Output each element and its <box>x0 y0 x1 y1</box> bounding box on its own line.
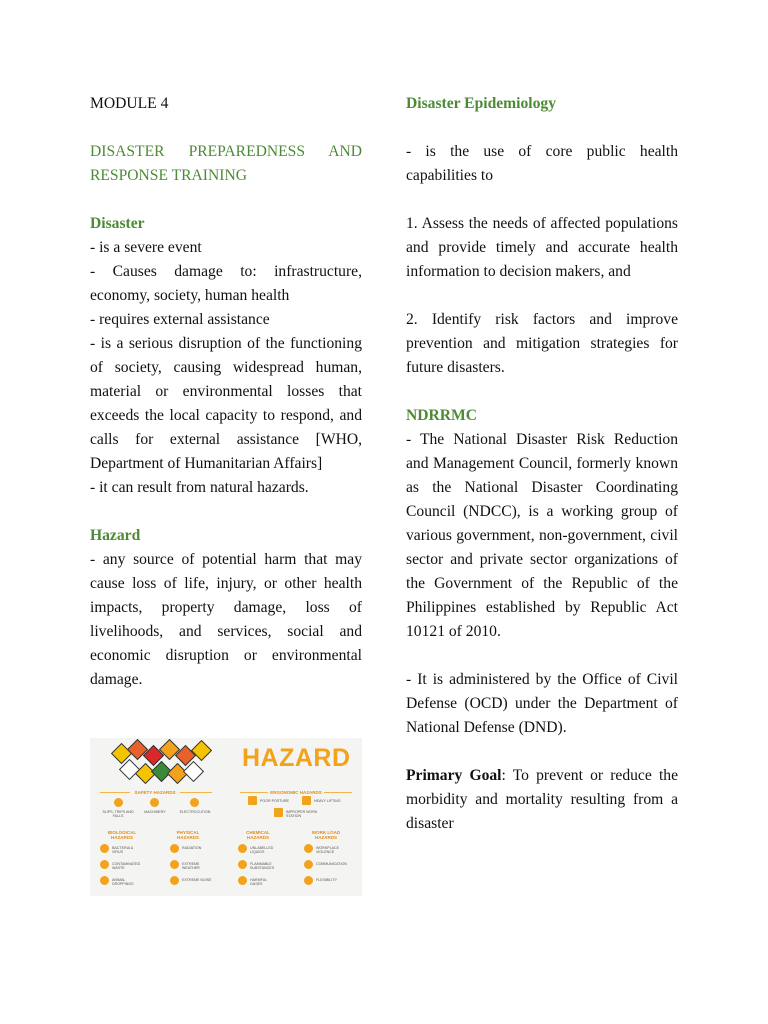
waste-label: CONTAMINATED WASTE <box>112 862 141 870</box>
left-column <box>90 92 362 692</box>
explosive-sign-icon <box>191 740 212 761</box>
gases-label: HARMFUL GASES <box>250 878 268 886</box>
flexibility-label: FLEXIBILITY <box>316 878 337 882</box>
slips-label: SLIPS, TRIPS AND FALLS <box>102 810 134 818</box>
disaster-point: - Causes damage to: infrastructure, economy, society, human health <box>90 263 362 304</box>
machinery-icon <box>150 798 159 807</box>
weather-label: EXTREME WEATHER <box>182 862 200 870</box>
communication-icon <box>304 860 313 869</box>
flammable-icon <box>238 860 247 869</box>
disaster-point: - is a serious disruption of the functioning of society, causing widespread human, material or environmental losses that exceeds the local capacity to respond, and calls for external assistance [WHO, Department of Humanitarian Affairs] <box>90 335 362 472</box>
slips-icon <box>114 798 123 807</box>
chemical-hazards-label: CHEMICAL HAZARDS <box>246 830 270 840</box>
biological-hazards-label: BIOLOGICAL HAZARDS <box>107 830 137 840</box>
electrocution-label: ELECTROCUTION <box>179 810 211 814</box>
workstation-label: IMPROPER WORK STATION <box>286 810 318 818</box>
hazard-infographic <box>90 738 362 896</box>
disaster-point: - it can result from natural hazards. <box>90 479 309 496</box>
electrocution-icon <box>190 798 199 807</box>
ndrrmc-heading: NDRRMC <box>406 407 478 424</box>
epidemiology-heading: Disaster Epidemiology <box>406 95 557 112</box>
primary-goal <box>406 764 678 836</box>
primary-goal-label: Primary Goal <box>406 767 502 784</box>
weather-icon <box>170 860 179 869</box>
primary-goal-text: : To prevent or reduce the morbidity and mortality resulting from a disaster <box>406 767 678 832</box>
radiation-icon <box>170 844 179 853</box>
module-title: DISASTER PREPAREDNESS AND RESPONSE TRAINING <box>90 143 362 184</box>
flexibility-icon <box>304 876 313 885</box>
workload-hazards-label: WORK LOAD HAZARDS <box>311 830 341 840</box>
communication-label: COMMUNICATION <box>316 862 347 866</box>
infographic-title: HAZARD <box>242 744 351 772</box>
right-column <box>406 92 678 836</box>
ndrrmc-description: - The National Disaster Risk Reduction and Management Council, formerly known as the National Disaster Coordinating Council (NDCC), is a working group of various government, non-government, civil sector and private sector organizations of the Government of the Republic of the Philippines established by Republic Act 10121 of 2010. <box>406 431 678 640</box>
lifting-icon <box>302 796 311 805</box>
noise-label: EXTREME NOISE <box>182 878 212 882</box>
bacteria-label: BACTERIA & VIRUS <box>112 846 134 854</box>
epidemiology-item-1: 1. Assess the needs of affected populations and provide timely and accurate health information to decision makers, and <box>406 215 678 280</box>
machinery-label: MACHINERY <box>144 810 166 814</box>
physical-hazards-label: PHYSICAL HAZARDS <box>176 830 200 840</box>
epidemiology-intro: - is the use of core public health capabilities to <box>406 143 678 184</box>
bacteria-icon <box>100 844 109 853</box>
lifting-label: HEAVY LIFTING <box>314 799 341 803</box>
liquids-label: UNLABELLED LIQUIDS <box>250 846 274 854</box>
animal-icon <box>100 876 109 885</box>
radiation-label: RADIATION <box>182 846 202 850</box>
safety-hazards-label: SAFETY HAZARDS <box>130 790 180 795</box>
waste-icon <box>100 860 109 869</box>
violence-icon <box>304 844 313 853</box>
module-label: MODULE 4 <box>90 95 169 112</box>
workstation-icon <box>274 808 283 817</box>
ndrrmc-administration: - It is administered by the Office of Civil Defense (OCD) under the Department of National Defense (DND). <box>406 671 678 736</box>
epidemiology-item-2: 2. Identify risk factors and improve prevention and mitigation strategies for future disasters. <box>406 311 678 376</box>
liquids-icon <box>238 844 247 853</box>
disaster-heading: Disaster <box>90 215 145 232</box>
animal-label: ANIMAL DROPPINGS <box>112 878 134 886</box>
hazard-heading: Hazard <box>90 527 141 544</box>
disaster-point: - requires external assistance <box>90 311 270 328</box>
gases-icon <box>238 876 247 885</box>
posture-icon <box>248 796 257 805</box>
posture-label: POOR POSTURE <box>260 799 289 803</box>
ergonomic-hazards-label: ERGONOMIC HAZARDS <box>268 790 324 795</box>
violence-label: WORKPLACE VIOLENCE <box>316 846 339 854</box>
flammable-label: FLAMMABLE SUBSTANCES <box>250 862 275 870</box>
disaster-point: - is a severe event <box>90 239 202 256</box>
noise-icon <box>170 876 179 885</box>
hazard-definition: - any source of potential harm that may cause loss of life, injury, or other health impacts, property damage, loss of livelihoods, and services, social and economic disruption or environmental damage. <box>90 551 362 688</box>
